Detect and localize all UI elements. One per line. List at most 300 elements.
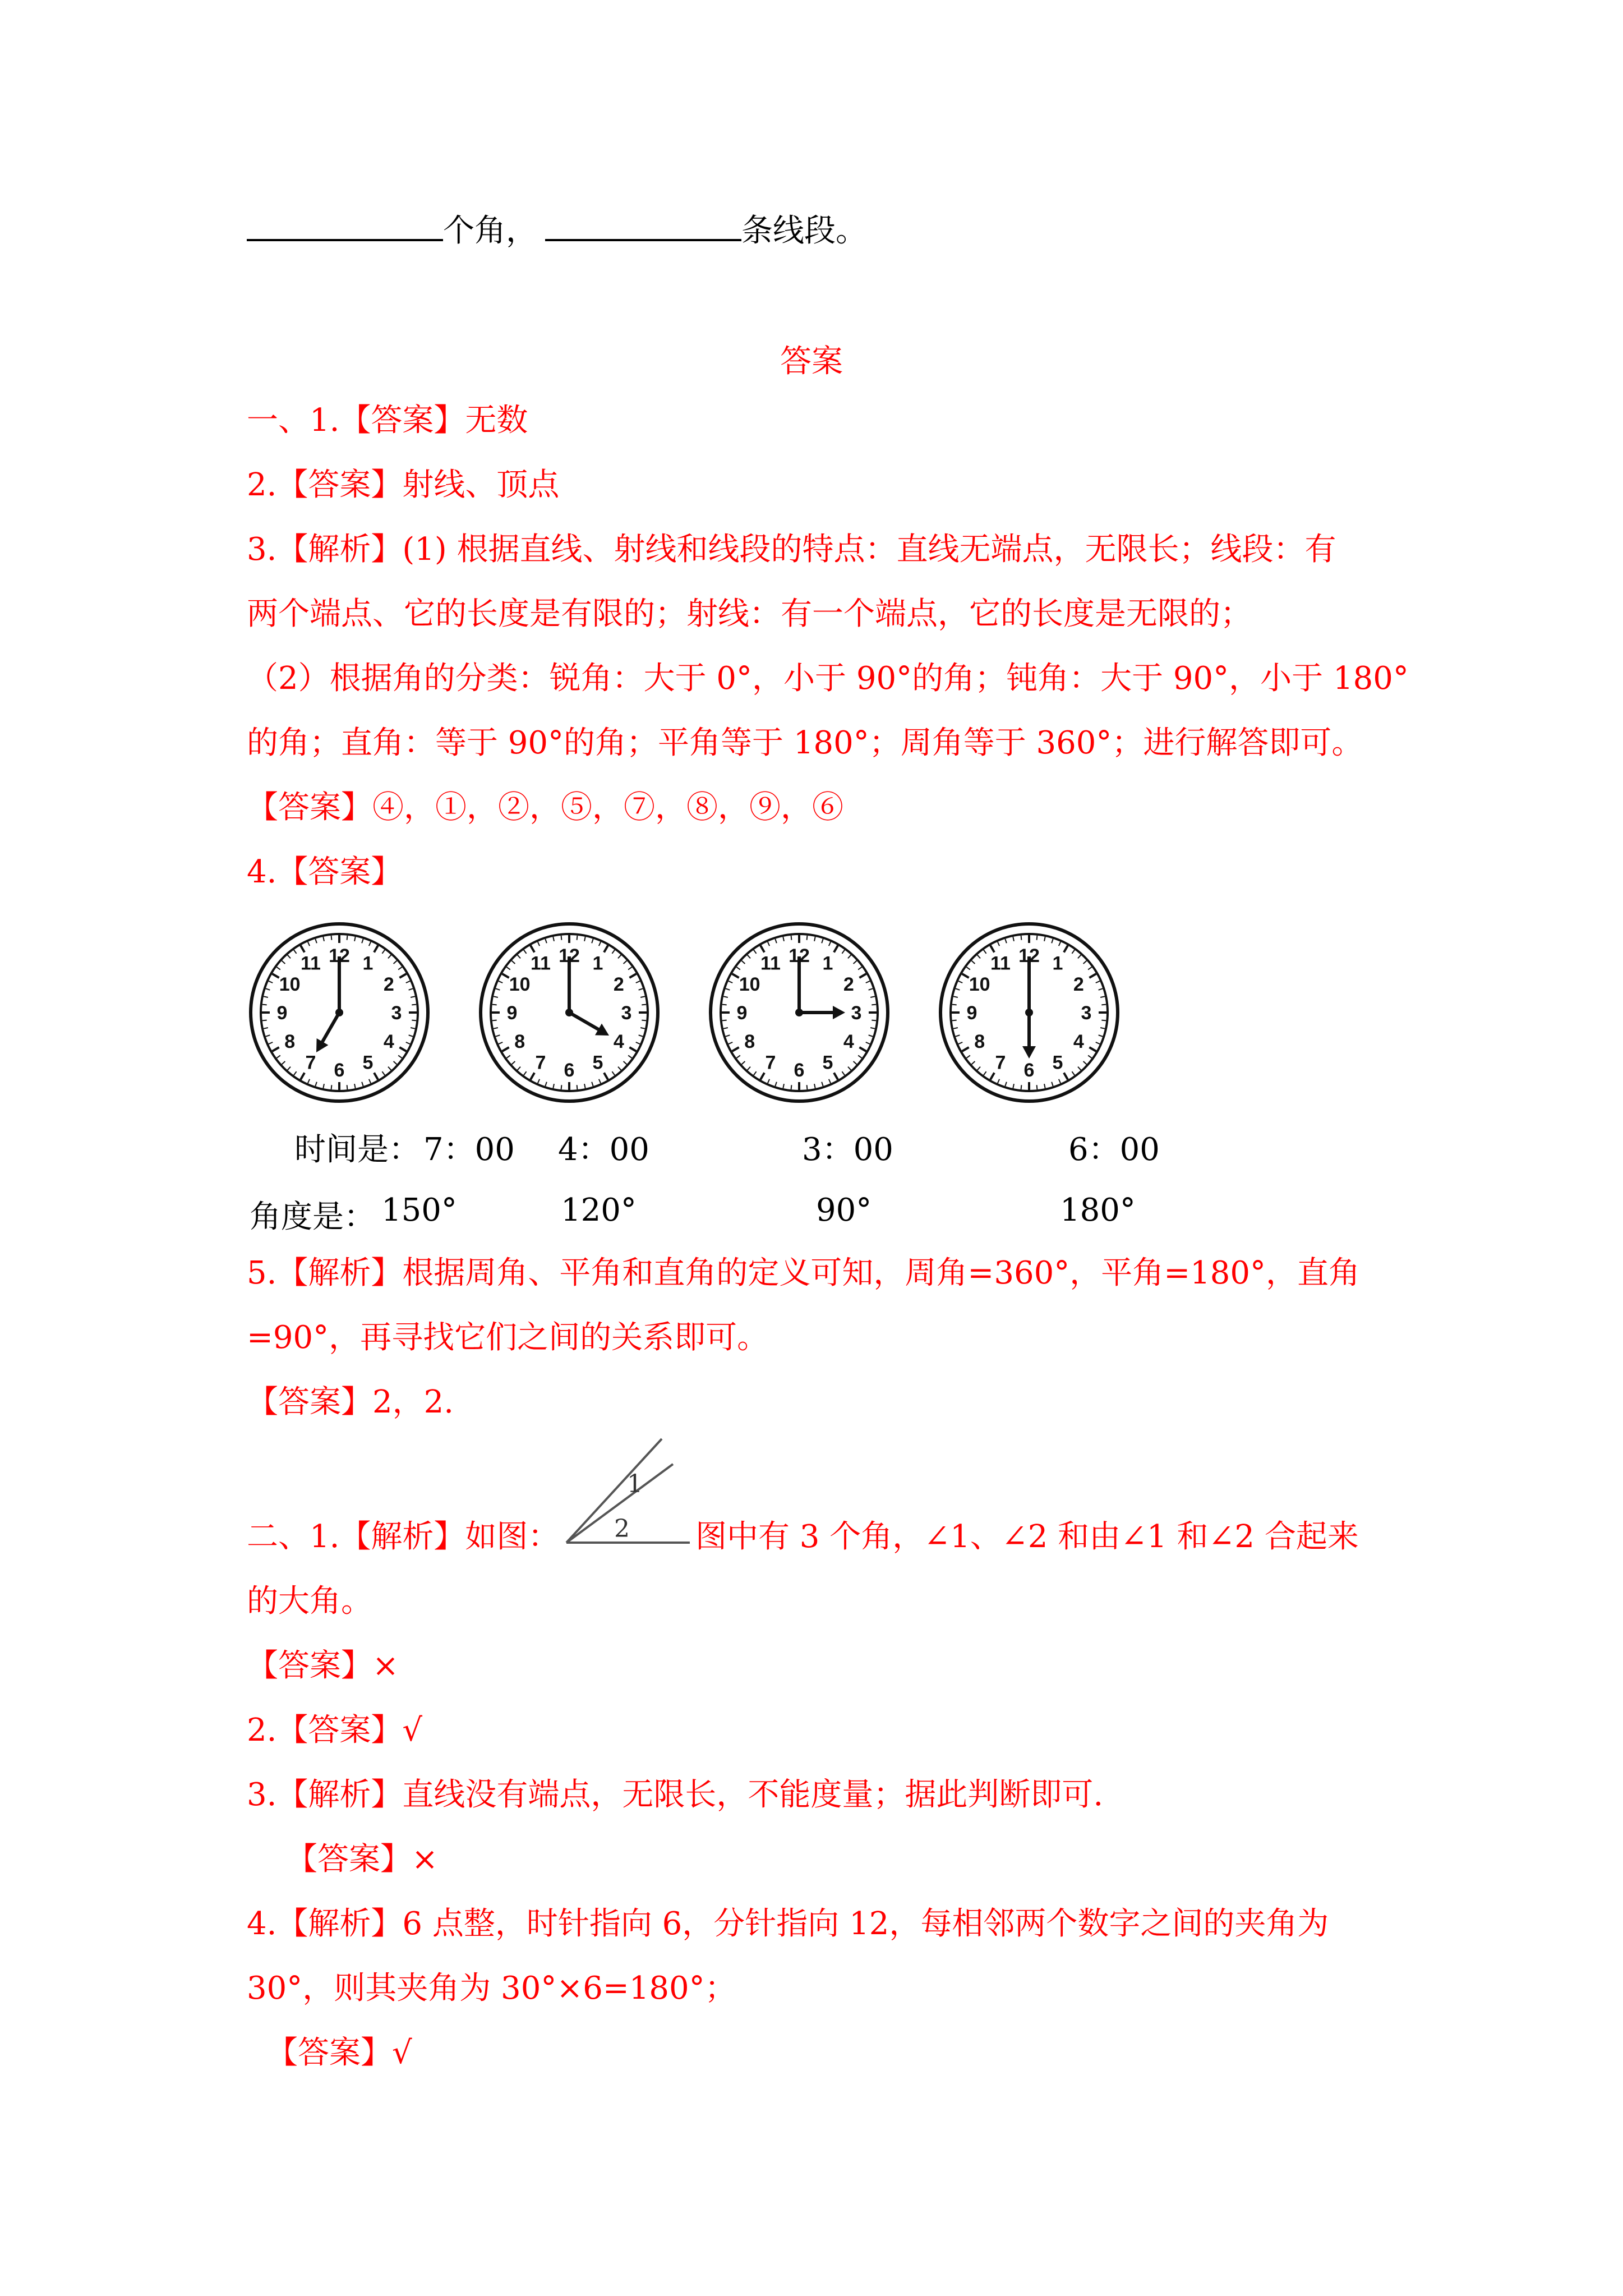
clock-tick bbox=[728, 981, 732, 983]
clock-tick bbox=[399, 974, 406, 978]
clock-tick bbox=[262, 1020, 267, 1021]
clock-tick bbox=[953, 1028, 958, 1029]
clock-tick bbox=[1100, 1028, 1105, 1029]
answer-1-4: 4.【答案】 bbox=[247, 854, 403, 890]
clock-tick bbox=[998, 1079, 999, 1083]
answer-1-1: 一、1.【答案】无数 bbox=[247, 402, 528, 439]
clock-number: 11 bbox=[990, 953, 1011, 974]
clock-tick bbox=[411, 1028, 415, 1029]
clock-tick bbox=[553, 937, 554, 941]
clock-tick bbox=[315, 1082, 316, 1087]
clock-tick bbox=[506, 967, 510, 970]
clock-tick bbox=[624, 1061, 627, 1064]
clock-number: 10 bbox=[509, 974, 531, 995]
clock-tick bbox=[531, 1073, 534, 1079]
answer-2-3-answer: 【答案】× bbox=[286, 1841, 438, 1878]
clock-tick bbox=[406, 981, 410, 983]
clock-number: 11 bbox=[760, 953, 781, 974]
answer-2-1-analysis-pre: 二、1.【解析】如图： bbox=[247, 1519, 560, 1555]
clock-tick bbox=[308, 1079, 310, 1083]
clock-tick bbox=[872, 1020, 876, 1021]
clock-tick bbox=[592, 1082, 593, 1087]
clock-tick bbox=[1089, 974, 1096, 978]
clock-tick bbox=[958, 981, 962, 983]
clock-tick bbox=[775, 939, 776, 944]
clock-tick bbox=[829, 942, 831, 946]
clock-tick bbox=[1013, 937, 1014, 941]
answer-1-5-analysis-b: =90°，再寻找它们之间的关系即可。 bbox=[247, 1319, 769, 1356]
clock-tick bbox=[294, 1071, 297, 1075]
clock-tick bbox=[315, 939, 316, 944]
clock-tick bbox=[354, 1084, 356, 1088]
clock-number: 11 bbox=[531, 953, 551, 974]
clock-number: 12 bbox=[789, 945, 810, 967]
clock-tick bbox=[866, 1042, 870, 1044]
hour-hand bbox=[320, 1013, 339, 1046]
clock-tick bbox=[538, 942, 540, 946]
figure-label-2: 2 bbox=[614, 1515, 630, 1543]
answer-2-2: 2.【答案】√ bbox=[247, 1712, 423, 1749]
clock-tick bbox=[266, 988, 270, 990]
clock-tick bbox=[736, 967, 740, 970]
clock-tick bbox=[1021, 1085, 1022, 1089]
clock-tick bbox=[394, 1061, 397, 1064]
top-fill-line bbox=[247, 208, 867, 254]
answer-2-1-answer: 【答案】× bbox=[247, 1648, 399, 1684]
answer-1-3-analysis-a: 3.【解析】(1) 根据直线、射线和线段的特点：直线无端点，无限长；线段：有 bbox=[247, 531, 1336, 568]
clock-number: 8 bbox=[974, 1031, 985, 1052]
clock-number: 12 bbox=[1018, 945, 1040, 967]
clock-tick bbox=[814, 937, 815, 941]
clock-tick bbox=[636, 981, 640, 983]
clock-tick bbox=[732, 974, 739, 978]
blank-2 bbox=[545, 208, 741, 241]
clock-tick bbox=[754, 1071, 757, 1075]
clock-tick bbox=[971, 1061, 975, 1064]
clock-tick bbox=[412, 1020, 416, 1021]
clock-tick bbox=[984, 1071, 986, 1075]
clock-tick bbox=[952, 1020, 957, 1021]
clock-tick bbox=[1005, 1082, 1006, 1087]
clock-tick bbox=[748, 1067, 750, 1070]
clock-tick bbox=[953, 996, 958, 997]
answers-title: 答案 bbox=[780, 343, 843, 380]
clock-tick bbox=[754, 950, 757, 953]
clock-3 bbox=[707, 920, 892, 1105]
clock-tick bbox=[266, 1035, 270, 1036]
clock-tick bbox=[1072, 1071, 1075, 1075]
clock-tick bbox=[1096, 1042, 1100, 1044]
clock-tick bbox=[628, 967, 631, 970]
clock-tick bbox=[347, 936, 348, 940]
clock-tick bbox=[741, 1061, 745, 1064]
clock-number: 7 bbox=[995, 1052, 1006, 1074]
clock-number: 1 bbox=[1052, 953, 1063, 974]
clock-center bbox=[1025, 1009, 1033, 1016]
clock-tick bbox=[1005, 939, 1006, 944]
clock-tick bbox=[807, 936, 808, 940]
clock-tick bbox=[814, 1084, 815, 1088]
clock-center bbox=[565, 1009, 573, 1016]
clock-tick bbox=[848, 1067, 851, 1070]
clock-number: 5 bbox=[1052, 1052, 1063, 1074]
clock-tick bbox=[962, 974, 969, 978]
answer-1-5-answer: 【答案】2，2. bbox=[247, 1384, 454, 1420]
clock-tick bbox=[859, 974, 866, 978]
clock-tick bbox=[545, 1082, 546, 1087]
clock-tick bbox=[1021, 936, 1022, 940]
clock-tick bbox=[1059, 1079, 1061, 1083]
clock-tick bbox=[399, 1047, 406, 1051]
clock-tick bbox=[347, 1085, 348, 1089]
clock-tick bbox=[494, 996, 498, 997]
clock-tick bbox=[496, 1035, 500, 1036]
clock-tick bbox=[538, 1079, 540, 1083]
clock-number: 2 bbox=[1073, 974, 1084, 995]
clock-tick bbox=[978, 955, 980, 958]
answer-1-3-analysis-b: 两个端点、它的长度是有限的；射线：有一个端点，它的长度是无限的； bbox=[247, 596, 1252, 632]
clock-tick bbox=[612, 1071, 615, 1075]
clock-tick bbox=[834, 945, 838, 952]
answer-2-4-analysis-a: 4.【解析】6 点整，时针指向 6，分针指向 12，每相邻两个数字之间的夹角为 bbox=[247, 1906, 1329, 1942]
clock-tick bbox=[732, 1047, 739, 1051]
clock-tick bbox=[870, 996, 875, 997]
clock-number: 2 bbox=[383, 974, 394, 995]
clock-tick bbox=[599, 942, 601, 946]
clock-tick bbox=[1013, 1084, 1014, 1088]
time-value-2: 4：00 bbox=[558, 1131, 649, 1168]
clock-tick bbox=[624, 961, 627, 964]
answer-2-3-analysis: 3.【解析】直线没有端点，无限长，不能度量；据此判断即可. bbox=[247, 1777, 1104, 1813]
clock-tick bbox=[726, 1035, 730, 1036]
clock-tick bbox=[1099, 1035, 1103, 1036]
answer-2-1-analysis-post: 图中有 3 个角，∠1、∠2 和由∠1 和∠2 合起来 bbox=[695, 1519, 1359, 1555]
clock-tick bbox=[294, 950, 297, 953]
clock-number: 1 bbox=[822, 953, 833, 974]
clock-tick bbox=[791, 936, 792, 940]
clock-tick bbox=[398, 967, 402, 970]
clock-tick bbox=[990, 1073, 994, 1079]
clock-tick bbox=[524, 1071, 527, 1075]
clock-tick bbox=[499, 1042, 502, 1044]
clock-tick bbox=[354, 937, 356, 941]
clock-number: 7 bbox=[305, 1052, 316, 1074]
clock-tick bbox=[409, 1035, 413, 1036]
clock-tick bbox=[1088, 967, 1091, 970]
clock-tick bbox=[859, 1047, 866, 1051]
clock-number: 1 bbox=[362, 953, 374, 974]
clock-tick bbox=[791, 1085, 792, 1089]
clock-tick bbox=[978, 1067, 980, 1070]
clock-number: 4 bbox=[843, 1031, 854, 1052]
angle-value-1: 150° bbox=[381, 1192, 457, 1228]
clock-tick bbox=[834, 1073, 838, 1079]
clock-tick bbox=[1037, 936, 1038, 940]
clock-number: 8 bbox=[284, 1031, 296, 1052]
clock-tick bbox=[1044, 937, 1045, 941]
blank-1 bbox=[247, 208, 443, 241]
clock-number: 5 bbox=[362, 1052, 374, 1074]
clock-number: 3 bbox=[1081, 1002, 1092, 1024]
clock-number: 11 bbox=[301, 953, 321, 974]
clock-tick bbox=[618, 955, 621, 958]
clock-center bbox=[335, 1009, 343, 1016]
clock-tick bbox=[723, 996, 728, 997]
clock-number: 3 bbox=[851, 1002, 862, 1024]
clock-tick bbox=[990, 945, 994, 952]
clock-tick bbox=[584, 1084, 585, 1088]
angles-label: 个角， bbox=[443, 213, 537, 249]
clock-number: 5 bbox=[822, 1052, 833, 1074]
clock-tick bbox=[760, 945, 764, 952]
clock-number: 6 bbox=[564, 1060, 575, 1081]
answer-2-4-answer: 【答案】√ bbox=[266, 2035, 412, 2071]
clock-tick bbox=[741, 961, 745, 964]
clock-tick bbox=[728, 1042, 732, 1044]
clock-tick bbox=[394, 961, 397, 964]
clock-tick bbox=[822, 1082, 823, 1087]
clock-tick bbox=[374, 945, 378, 952]
clock-tick bbox=[748, 955, 750, 958]
answer-2-4-analysis-b: 30°，则其夹角为 30°×6=180°； bbox=[247, 1970, 736, 2007]
clock-number: 9 bbox=[506, 1002, 518, 1024]
clock-tick bbox=[388, 1067, 391, 1070]
clock-tick bbox=[866, 981, 870, 983]
hour-hand bbox=[569, 1013, 602, 1032]
time-label: 时间是： bbox=[294, 1131, 420, 1168]
clock-tick bbox=[518, 955, 520, 958]
clock-number: 12 bbox=[329, 945, 350, 967]
clock-tick bbox=[1072, 950, 1075, 953]
clock-tick bbox=[276, 1055, 280, 1058]
clock-tick bbox=[726, 988, 730, 990]
clock-number: 10 bbox=[279, 974, 301, 995]
clock-tick bbox=[531, 945, 534, 952]
clock-tick bbox=[639, 988, 643, 990]
clock-number: 6 bbox=[1023, 1060, 1035, 1081]
clock-tick bbox=[1078, 955, 1081, 958]
clock-tick bbox=[362, 1082, 363, 1087]
clock-tick bbox=[807, 1085, 808, 1089]
answer-1-2: 2.【答案】射线、顶点 bbox=[247, 467, 560, 503]
clock-number: 7 bbox=[535, 1052, 546, 1074]
clock-tick bbox=[966, 1055, 970, 1058]
angle-label: 角度是： bbox=[250, 1199, 375, 1235]
clock-tick bbox=[1100, 996, 1105, 997]
clock-tick bbox=[409, 988, 413, 990]
clock-number: 4 bbox=[383, 1031, 394, 1052]
clock-tick bbox=[783, 937, 784, 941]
clock-tick bbox=[288, 955, 291, 958]
clock-tick bbox=[612, 950, 615, 953]
clock-4 bbox=[477, 920, 662, 1105]
clock-tick bbox=[301, 1073, 305, 1079]
time-value-3: 3：00 bbox=[802, 1131, 893, 1168]
clock-tick bbox=[1101, 1020, 1106, 1021]
clock-tick bbox=[956, 1035, 960, 1036]
segments-label: 条线段。 bbox=[741, 213, 867, 249]
clock-tick bbox=[553, 1084, 554, 1088]
clock-tick bbox=[496, 988, 500, 990]
clock-number: 10 bbox=[739, 974, 760, 995]
clock-7 bbox=[247, 920, 432, 1105]
clock-number: 8 bbox=[744, 1031, 755, 1052]
clock-tick bbox=[858, 1055, 861, 1058]
clock-tick bbox=[628, 1055, 631, 1058]
clock-tick bbox=[642, 1020, 646, 1021]
clock-tick bbox=[640, 996, 645, 997]
clock-tick bbox=[640, 1028, 645, 1029]
clock-number: 12 bbox=[559, 945, 580, 967]
clock-tick bbox=[331, 1085, 332, 1089]
clock-tick bbox=[272, 1047, 279, 1051]
clock-tick bbox=[1099, 988, 1103, 990]
clock-tick bbox=[869, 1035, 873, 1036]
angle-value-3: 90° bbox=[816, 1192, 872, 1228]
clock-tick bbox=[388, 955, 391, 958]
clock-number: 9 bbox=[736, 1002, 748, 1024]
clock-tick bbox=[599, 1079, 601, 1083]
clock-tick bbox=[382, 1071, 385, 1075]
clock-tick bbox=[362, 939, 363, 944]
clock-tick bbox=[398, 1055, 402, 1058]
clock-6 bbox=[937, 920, 1122, 1105]
clock-number: 8 bbox=[514, 1031, 525, 1052]
clock-tick bbox=[1052, 1082, 1053, 1087]
clock-tick bbox=[561, 1085, 562, 1089]
clock-tick bbox=[499, 981, 502, 983]
clock-tick bbox=[998, 942, 999, 946]
hour-hand-arrow bbox=[833, 1006, 845, 1019]
angle-value-4: 180° bbox=[1060, 1192, 1136, 1228]
clock-tick bbox=[323, 937, 324, 941]
clock-tick bbox=[282, 1061, 285, 1064]
clock-tick bbox=[502, 974, 509, 978]
clock-tick bbox=[768, 1079, 769, 1083]
clock-tick bbox=[584, 937, 585, 941]
clock-tick bbox=[618, 1067, 621, 1070]
clock-tick bbox=[369, 942, 371, 946]
clock-number: 1 bbox=[592, 953, 603, 974]
clock-tick bbox=[639, 1035, 643, 1036]
clock-tick bbox=[492, 1020, 497, 1021]
clock-tick bbox=[1037, 1085, 1038, 1089]
clock-tick bbox=[1096, 981, 1100, 983]
answer-2-1-analysis-b: 的大角。 bbox=[247, 1583, 372, 1619]
clock-tick bbox=[842, 1071, 845, 1075]
clock-number: 3 bbox=[391, 1002, 402, 1024]
clock-center bbox=[795, 1009, 803, 1016]
clock-tick bbox=[604, 945, 608, 952]
clock-tick bbox=[272, 974, 279, 978]
clock-tick bbox=[956, 988, 960, 990]
clock-tick bbox=[1044, 1084, 1045, 1088]
angle-figure bbox=[561, 1436, 695, 1559]
clock-tick bbox=[962, 1047, 969, 1051]
clock-tick bbox=[629, 974, 636, 978]
clock-tick bbox=[264, 1028, 268, 1029]
clock-tick bbox=[506, 1055, 510, 1058]
clock-tick bbox=[1078, 1067, 1081, 1070]
clock-number: 6 bbox=[794, 1060, 805, 1081]
clock-tick bbox=[561, 936, 562, 940]
answer-1-3-analysis-d: 的角；直角：等于 90°的角；平角等于 180°；周角等于 360°；进行解答即可。 bbox=[247, 725, 1363, 761]
clock-number: 4 bbox=[613, 1031, 624, 1052]
clock-tick bbox=[382, 950, 385, 953]
clock-tick bbox=[1059, 942, 1061, 946]
clock-tick bbox=[636, 1042, 640, 1044]
clock-number: 2 bbox=[843, 974, 854, 995]
clock-tick bbox=[406, 1042, 410, 1044]
clock-tick bbox=[511, 1061, 515, 1064]
clock-tick bbox=[1083, 1061, 1087, 1064]
clock-number: 10 bbox=[969, 974, 990, 995]
clock-tick bbox=[1064, 1073, 1068, 1079]
clock-tick bbox=[269, 1042, 273, 1044]
clock-tick bbox=[958, 1042, 962, 1044]
clock-tick bbox=[629, 1047, 636, 1051]
clock-tick bbox=[829, 1079, 831, 1083]
clock-tick bbox=[411, 996, 415, 997]
clock-tick bbox=[502, 1047, 509, 1051]
clock-tick bbox=[374, 1073, 378, 1079]
clock-tick bbox=[760, 1073, 764, 1079]
clock-tick bbox=[1064, 945, 1068, 952]
clock-tick bbox=[1052, 939, 1053, 944]
clock-tick bbox=[269, 981, 273, 983]
clock-number: 9 bbox=[966, 1002, 978, 1024]
figure-label-1: 1 bbox=[627, 1470, 643, 1498]
clock-tick bbox=[592, 939, 593, 944]
clock-tick bbox=[524, 950, 527, 953]
clock-number: 9 bbox=[276, 1002, 288, 1024]
clock-tick bbox=[545, 939, 546, 944]
clock-tick bbox=[604, 1073, 608, 1079]
clock-tick bbox=[1083, 961, 1087, 964]
clock-tick bbox=[723, 1028, 728, 1029]
clock-tick bbox=[870, 1028, 875, 1029]
angle-value-2: 120° bbox=[561, 1192, 637, 1228]
clock-tick bbox=[869, 988, 873, 990]
clock-tick bbox=[775, 1082, 776, 1087]
answer-1-3-answer: 【答案】④，①，②，⑤，⑦，⑧，⑨，⑥ bbox=[247, 789, 843, 826]
clock-tick bbox=[577, 936, 578, 940]
clock-number: 7 bbox=[765, 1052, 776, 1074]
clock-number: 6 bbox=[334, 1060, 345, 1081]
clock-tick bbox=[511, 961, 515, 964]
clock-number: 3 bbox=[621, 1002, 632, 1024]
clock-tick bbox=[1088, 1055, 1091, 1058]
clock-number: 5 bbox=[592, 1052, 603, 1074]
clock-tick bbox=[736, 1055, 740, 1058]
clock-number: 2 bbox=[613, 974, 624, 995]
clock-tick bbox=[783, 1084, 784, 1088]
clock-tick bbox=[984, 950, 986, 953]
time-value-4: 6：00 bbox=[1068, 1131, 1160, 1168]
clock-tick bbox=[288, 1067, 291, 1070]
clock-tick bbox=[966, 967, 970, 970]
clock-tick bbox=[276, 967, 280, 970]
time-value-1: 7：00 bbox=[423, 1131, 515, 1168]
clock-tick bbox=[308, 942, 310, 946]
clock-tick bbox=[822, 939, 823, 944]
clock-tick bbox=[282, 961, 285, 964]
clock-tick bbox=[768, 942, 769, 946]
clock-tick bbox=[842, 950, 845, 953]
clock-tick bbox=[1089, 1047, 1096, 1051]
hour-hand-arrow bbox=[1022, 1046, 1036, 1059]
clock-tick bbox=[854, 1061, 857, 1064]
